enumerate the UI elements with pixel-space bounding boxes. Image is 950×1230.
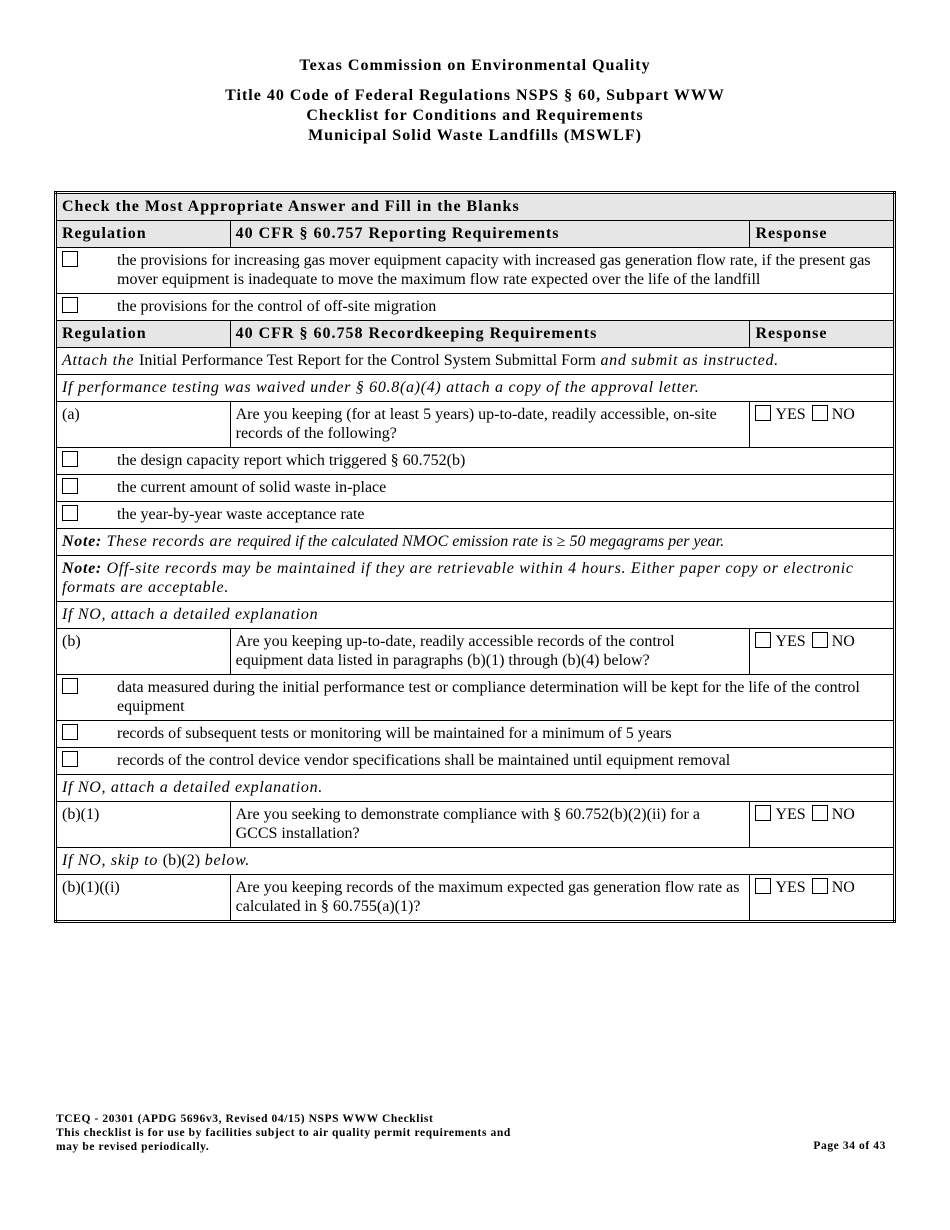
question-row-b [56, 629, 895, 675]
yes-checkbox[interactable] [755, 632, 771, 648]
checkbox-gas-mover[interactable] [62, 251, 78, 267]
checkbox-vendor-specs[interactable] [62, 751, 78, 767]
table-row [56, 675, 895, 721]
regulation-ref: (b) [56, 629, 231, 675]
checkbox-initial-test-data[interactable] [62, 678, 78, 694]
regulation-column-header: Regulation [56, 221, 231, 248]
checkbox-design-capacity[interactable] [62, 451, 78, 467]
question-text: Are you keeping (for at least 5 years) up-to-date, readily accessible, on-site records of the following? [230, 402, 750, 448]
checkbox-subsequent-tests[interactable] [62, 724, 78, 740]
table-row [56, 529, 895, 556]
table-row [56, 502, 895, 529]
question-text: Are you keeping records of the maximum expected gas generation flow rate as calculated in § 60.755(a)(1)? [230, 875, 750, 922]
table-row [56, 475, 895, 502]
table-row [56, 775, 895, 802]
checkbox-acceptance-rate[interactable] [62, 505, 78, 521]
note-nmoc: Note: These records are required if the calculated NMOC emission rate is ≥ 50 megagrams per year. [56, 529, 895, 556]
checklist-table [54, 191, 896, 923]
regulation-ref: (b)(1)((i) [56, 875, 231, 922]
response-cell: YES NO [750, 802, 895, 848]
item-gas-mover: the provisions for increasing gas mover equipment capacity with increased gas generation flow rate, if the present gas mover equipment is inadequate to move the maximum flow rate expected over the life of the landfill [117, 252, 871, 288]
yes-checkbox[interactable] [755, 805, 771, 821]
item-vendor-specs: records of the control device vendor specifications shall be maintained until equipment removal [117, 752, 731, 769]
response-cell: YES NO [750, 629, 895, 675]
item-initial-test-data: data measured during the initial performance test or compliance determination will be kept for the life of the control equipment [117, 679, 860, 715]
table-row [56, 448, 895, 475]
footer-disclaimer-1: This checklist is for use by facilities subject to air quality permit requirements and [56, 1127, 511, 1139]
item-offsite-migration: the provisions for the control of off-site migration [117, 298, 437, 315]
title-line-3: Municipal Solid Waste Landfills (MSWLF) [308, 127, 642, 144]
checkbox-offsite-migration[interactable] [62, 297, 78, 313]
table-row [56, 348, 895, 375]
if-no-instruction: If NO, attach a detailed explanation [56, 602, 895, 629]
if-no-instruction: If NO, attach a detailed explanation. [56, 775, 895, 802]
waived-instruction: If performance testing was waived under § 60.8(a)(4) attach a copy of the approval letter. [56, 375, 895, 402]
agency-title: Texas Commission on Environmental Quality [299, 57, 651, 74]
question-text: Are you seeking to demonstrate compliance with § 60.752(b)(2)(ii) for a GCCS installation? [230, 802, 750, 848]
table-row [56, 375, 895, 402]
table-row [56, 602, 895, 629]
title-line-1: Title 40 Code of Federal Regulations NSPS § 60, Subpart WWW [225, 87, 725, 104]
table-heading: Check the Most Appropriate Answer and Fill in the Blanks [56, 193, 895, 221]
item-subsequent-tests: records of subsequent tests or monitoring will be maintained for a minimum of 5 years [117, 725, 672, 742]
question-row-b1 [56, 802, 895, 848]
table-row [56, 248, 895, 294]
title-line-2: Checklist for Conditions and Requirements [306, 107, 644, 124]
table-row [56, 294, 895, 321]
response-cell: YES NO [750, 402, 895, 448]
regulation-ref: (b)(1) [56, 802, 231, 848]
skip-instruction: If NO, skip to (b)(2) below. [56, 848, 895, 875]
section-title-reporting: 40 CFR § 60.757 Reporting Requirements [230, 221, 750, 248]
section-header-row [56, 221, 895, 248]
no-checkbox[interactable] [812, 405, 828, 421]
checkbox-waste-in-place[interactable] [62, 478, 78, 494]
section-header-row [56, 321, 895, 348]
no-checkbox[interactable] [812, 805, 828, 821]
footer-form-id: TCEQ - 20301 (APDG 5696v3, Revised 04/15) NSPS WWW Checklist [56, 1113, 434, 1125]
response-cell: YES NO [750, 875, 895, 922]
footer-notes [56, 1112, 511, 1154]
no-checkbox[interactable] [812, 632, 828, 648]
table-row [56, 848, 895, 875]
no-checkbox[interactable] [812, 878, 828, 894]
response-column-header: Response [750, 321, 895, 348]
question-row-a [56, 402, 895, 448]
table-row [56, 193, 895, 221]
item-waste-in-place: the current amount of solid waste in-place [117, 479, 387, 496]
page-number: Page 34 of 43 [813, 1140, 886, 1152]
response-column-header: Response [750, 221, 895, 248]
note-offsite: Note: Off-site records may be maintained if they are retrievable within 4 hours. Either paper copy or electronic formats are acceptable. [56, 556, 895, 602]
question-text: Are you keeping up-to-date, readily accessible records of the control equipment data listed in paragraphs (b)(1) through (b)(4) below? [230, 629, 750, 675]
attach-instruction: Attach the Initial Performance Test Report for the Control System Submittal Form and submit as instructed. [56, 348, 895, 375]
yes-checkbox[interactable] [755, 405, 771, 421]
regulation-ref: (a) [56, 402, 231, 448]
table-row [56, 748, 895, 775]
item-acceptance-rate: the year-by-year waste acceptance rate [117, 506, 365, 523]
question-row-b1i [56, 875, 895, 922]
item-design-capacity: the design capacity report which triggered § 60.752(b) [117, 452, 466, 469]
regulation-column-header: Regulation [56, 321, 231, 348]
section-title-recordkeeping: 40 CFR § 60.758 Recordkeeping Requirements [230, 321, 750, 348]
table-row [56, 556, 895, 602]
footer-disclaimer-2: may be revised periodically. [56, 1141, 210, 1153]
yes-checkbox[interactable] [755, 878, 771, 894]
table-row [56, 721, 895, 748]
document-title [0, 86, 950, 146]
